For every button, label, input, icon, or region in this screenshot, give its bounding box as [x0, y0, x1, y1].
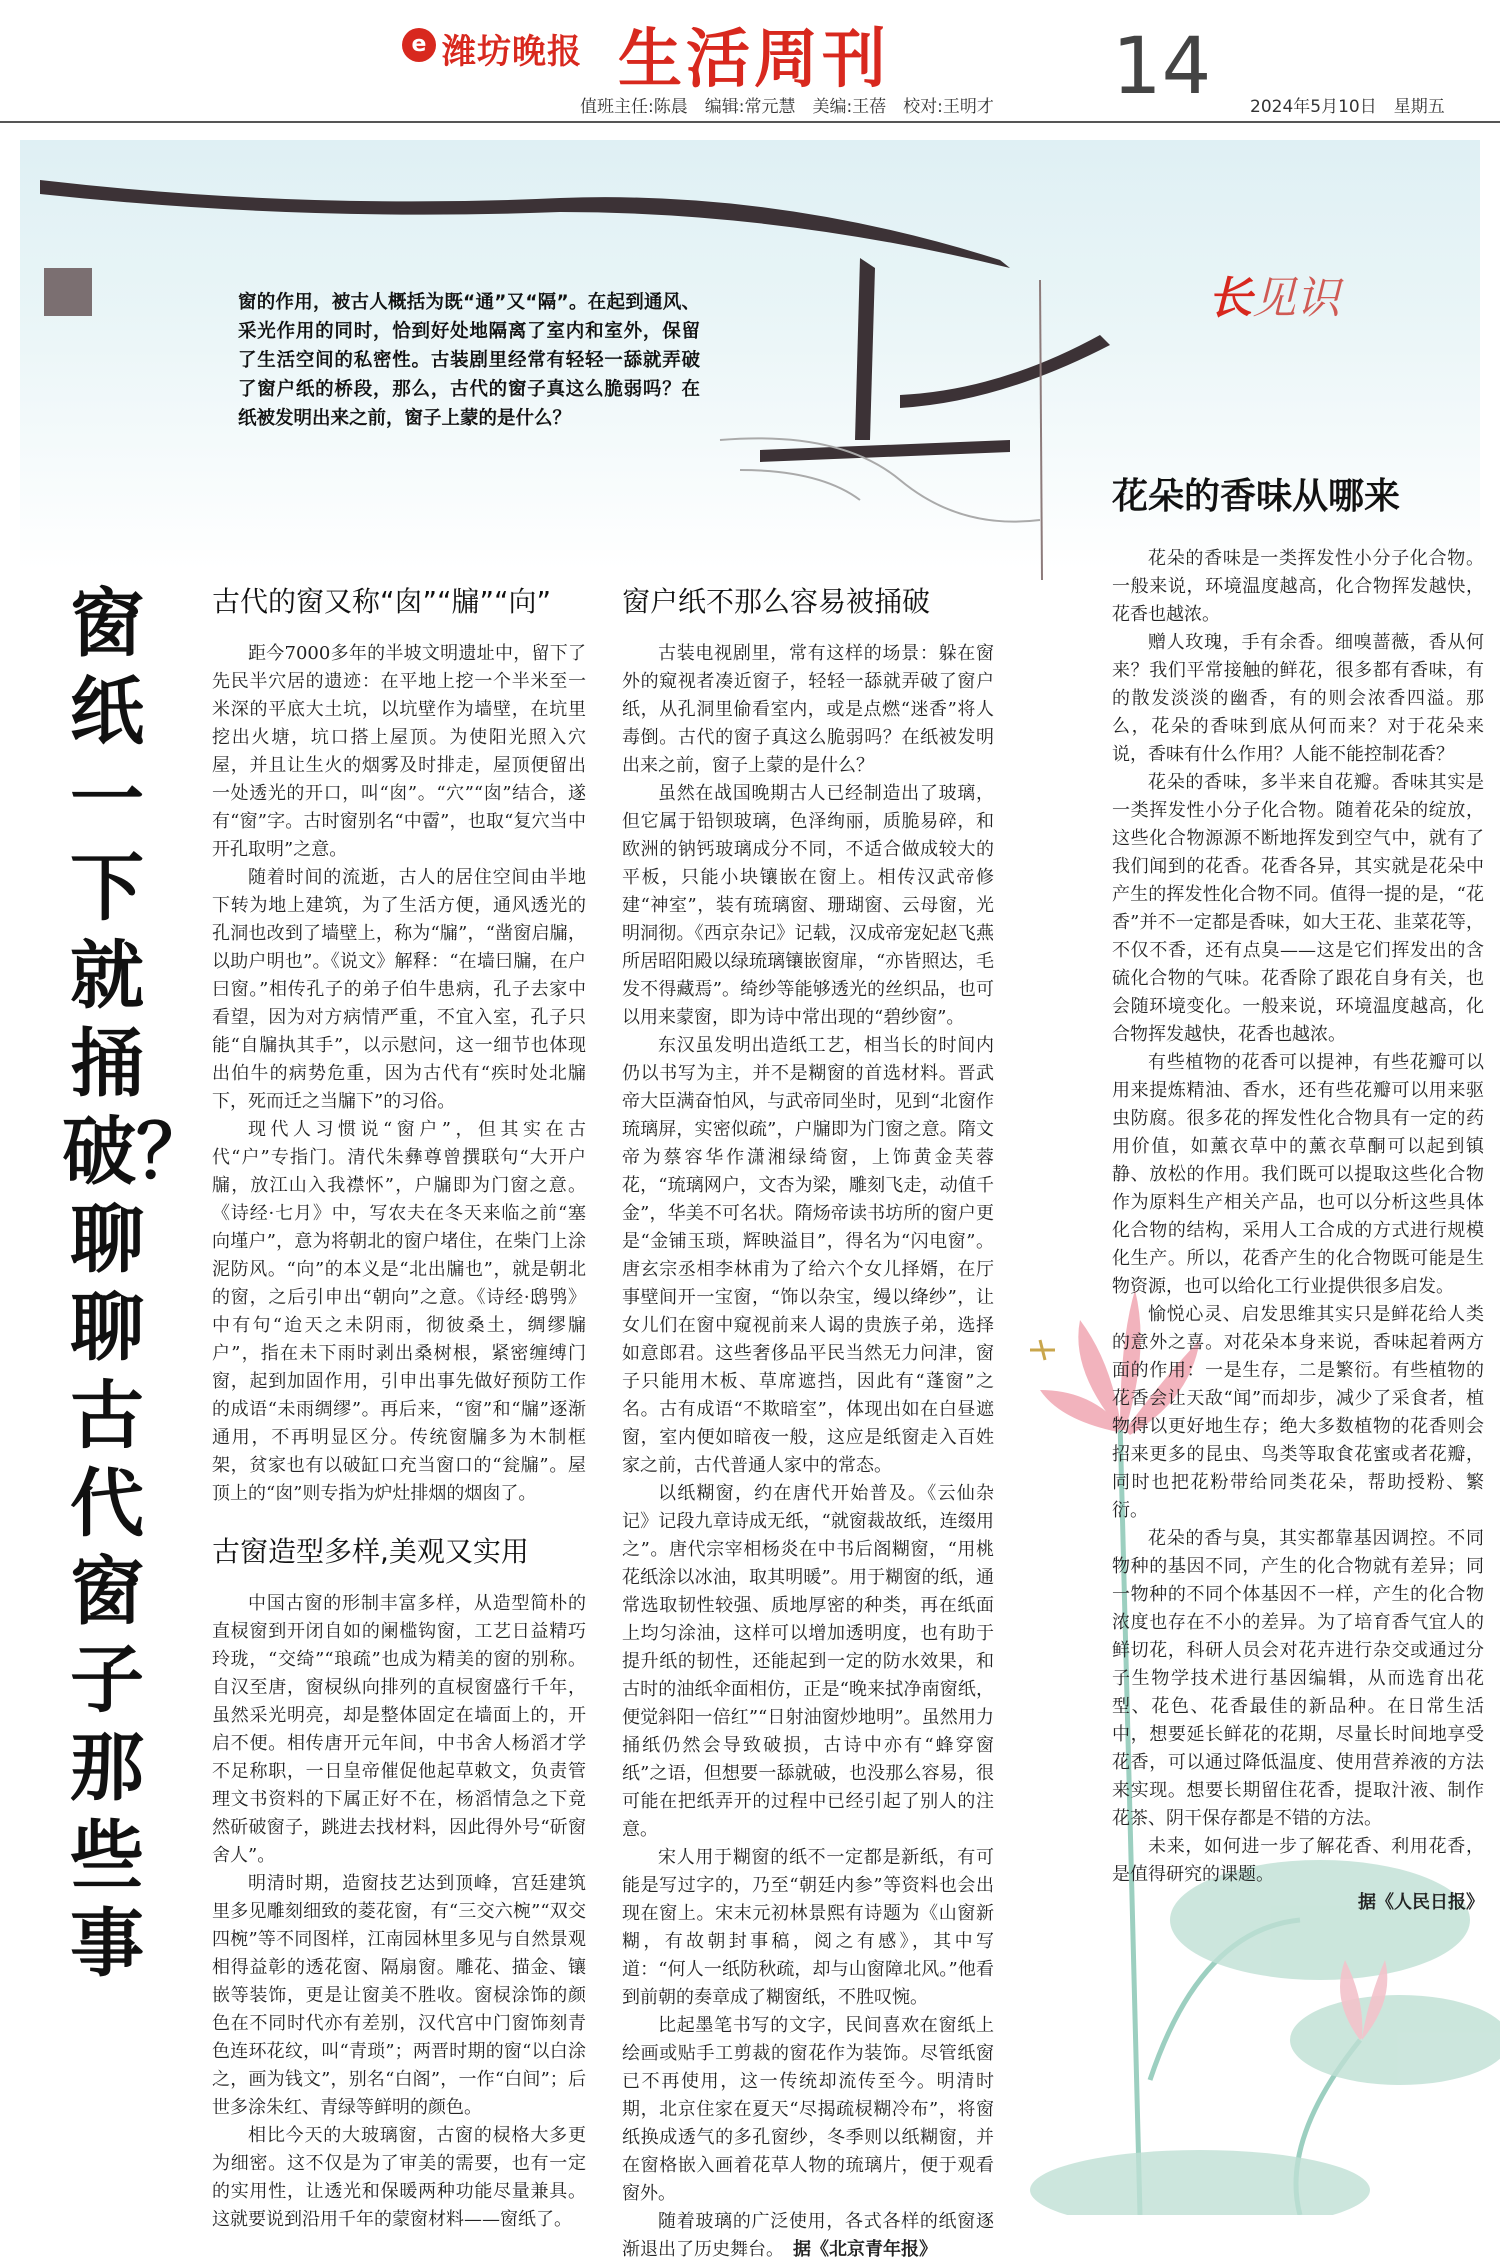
- lotus-leaf-3: [1030, 2150, 1370, 2215]
- roof-eave-long: [40, 180, 1010, 268]
- masthead-rule: [0, 121, 1500, 123]
- article2-source-text: 据《人民日报》: [1358, 1892, 1484, 1913]
- paragraph: 以纸糊窗，约在唐代开始普及。《云仙杂记》记段九章诗成无纸，“就窗裁故纸，连缀用之”。唐代宗宰相杨炎在中书后阁糊窗，“用桃花纸涂以冰油，取其明暖”。用于糊窗的纸，通常选取韧性较强、质地厚密的种类，再在纸面上均匀涂油，这样可以增加透明度，也有助于提升纸的韧性，还能起到一定的防水效果，和古时的油纸伞面相仿，正是“晚来拭净南窗纸，便觉斜阳一倍红”“日射油窗炒地明”。虽然用力捅纸仍然会导致破损，古诗中亦有“蜂穿窗纸”之语，但想要一舔就破，也没那么容易，很可能在把纸弄开的过程中已经引起了别人的注意。: [622, 1483, 994, 1840]
- paragraph: 古装电视剧里，常有这样的场景：躲在窗外的窥视者凑近窗子，轻轻一舔就弄破了窗户纸，从孔洞里偷看室内，或是点燃“迷香”将人毒倒。古代的窗子真这么脆弱吗？在纸被发明出来之前，窗子上蒙的是什么？: [622, 643, 994, 776]
- paragraph: 未来，如何进一步了解花香、利用花香，是值得研究的课题。: [1112, 1836, 1484, 1885]
- paragraph: 现代人习惯说“窗户”，但其实在古代“户”专指门。清代朱彝尊曾撰联句“大开户牖，放江山入我襟怀”，户牖即为门窗之意。《诗经·七月》中，写农夫在冬天来临之前“塞向墐户”，意为将朝北的窗户堵住，在柴门上涂泥防风。“向”的本义是“北出牖也”，就是朝北的窗，之后引申出“朝向”之意。《诗经·鸱鸮》中有句“迨天之未阴雨，彻彼桑土，绸缪牖户”，指在未下雨时剥出桑树根，紧密缠缚门窗，起到加固作用，引申出事先做好预防工作的成语“未雨绸缪”。再后来，“窗”和“牖”逐渐通用，不再明显区分。传统窗牖多为木制框架，贫家也有以破缸口充当窗口的“瓮牖”。屋顶上的“囱”则专指为炉灶排烟的烟囱了。: [212, 1119, 586, 1504]
- paragraph: 随着时间的流逝，古人的居住空间由半地下转为地上建筑，为了生活方便，通风透光的孔洞也改到了墙壁上，称为“牖”，“凿窗启牖，以助户明也”。《说文》解释：“在墙曰牖，在户曰窗。”相传孔子的弟子伯牛患病，孔子去家中看望，因为对方病情严重，不宜入室，孔子只能“自牖执其手”，以示慰问，这一细节也体现出伯牛的病势危重，因为古代有“疾时处北牖下，死而迁之当牖下”的习俗。: [212, 867, 586, 1112]
- article2-source: [1112, 1889, 1484, 1917]
- cloud-curl-2: [740, 470, 860, 500]
- section-name: 生活周刊: [618, 22, 890, 97]
- section-3-body: [622, 640, 994, 2264]
- paragraph: 花朵的香与臭，其实都靠基因调控。不同物种的基因不同，产生的化合物就有差异；同一物种的不同个体基因不一样，产生的化合物浓度也存在不小的差异。为了培育香气宜人的鲜切花，科研人员会对花卉进行杂交或通过分子生物学技术进行基因编辑，从而选育出花型、花色、花香最佳的新品种。在日常生活中，想要延长鲜花的花期，尽量长时间地享受花香，可以通过降低温度、使用营养液的方法来实现。想要长期留住花香，提取汁液、制作花茶、阴干保存都是不错的方法。: [1112, 1528, 1484, 1829]
- paper-name: 潍坊晚报: [442, 32, 582, 72]
- paragraph: 距今7000多年的半坡文明遗址中，留下了先民半穴居的遗迹：在平地上挖一个半米至一米深的平底大土坑，以坑壁作为墙壁，在坑里挖出火塘，坑口搭上屋顶。为使阳光照入穴屋，并且让生火的烟雾及时排走，屋顶便留出一处透光的开口，叫“囱”。“穴”“囱”结合，遂有“窗”字。古时窗别名“中霤”，也取“复穴当中开孔取明”之意。: [212, 643, 586, 860]
- page-number: 14: [1112, 22, 1212, 112]
- masthead: [0, 0, 1500, 120]
- paragraph: 花朵的香味，多半来自花瓣。香味其实是一类挥发性小分子化合物。随着花朵的绽放，这些化合物源源不断地挥发到空气中，就有了我们闻到的花香。花香各异，其实就是花朵中产生的挥发性化合物不同。值得一提的是，“花香”并不一定都是香味，如大王花、韭菜花等，不仅不香，还有点臭——这是它们挥发出的含硫化合物的气味。花香除了跟花自身有关，也会随环境变化。一般来说，环境温度越高，化合物挥发越快，花香也越浓。: [1112, 772, 1484, 1045]
- article1-column-2: [622, 580, 994, 2264]
- main-title: 窗纸一下就捅破？聊聊古代窗子那些事: [62, 581, 210, 1987]
- paragraph: 相比今天的大玻璃窗，古窗的棂格大多更为细密。这不仅是为了审美的需要，也有一定的实用性，让透光和保暖两种功能尽量兼具。这就要说到沿用千年的蒙窗材料——窗纸了。: [212, 2125, 586, 2230]
- paragraph: 明清时期，造窗技艺达到顶峰，宫廷建筑里多见雕刻细致的菱花窗，有“三交六椀”“双交四椀”等不同图样，江南园林里多见与自然景观相得益彰的透花窗、隔扇窗。雕花、描金、镶嵌等装饰，更是让窗美不胜收。窗棂涂饰的颜色在不同时代亦有差别，汉代宫中门窗饰刻青色连环花纹，叫“青琐”；两晋时期的窗“以白涂之，画为钱文”，别名“白阁”，一作“白间”；后世多涂朱红、青绿等鲜明的颜色。: [212, 1873, 586, 2118]
- paragraph: 有些植物的花香可以提神，有些花瓣可以用来提炼精油、香水，还有些花瓣可以用来驱虫防腐。很多花的挥发性化合物具有一定的药用价值，如薰衣草中的薰衣草酮可以起到镇静、放松的作用。我们既可以提取这些化合物作为原料生产相关产品，也可以分析这些具体化合物的结构，采用人工合成的方式进行规模化生产。所以，花香产生的化合物既可能是生物资源，也可以给化工行业提供很多启发。: [1112, 1052, 1484, 1297]
- paragraph: 赠人玫瑰，手有余香。细嗅蔷薇，香从何来？我们平常接触的鲜花，很多都有香味，有的散发淡淡的幽香，有的则会浓香四溢。那么，花朵的香味到底从何而来？对于花朵来说，香味有什么作用？人能不能控制花香？: [1112, 632, 1484, 765]
- roof-post: [855, 258, 875, 440]
- article2-title: 花朵的香味从哪来: [1112, 476, 1401, 517]
- section-heading-1: 古代的窗又称“囱”“牖”“向”: [212, 585, 552, 618]
- lead-paragraph: 窗的作用，被古人概括为既“通”又“隔”。在起到通风、采光作用的同时，恰到好处地隔离了室内和室外，保留了生活空间的私密性。古装剧里经常有轻轻一舔就弄破了窗户纸的桥段，那么，古代的窗子真这么脆弱吗？在纸被发明出来之前，窗子上蒙的是什么？: [238, 292, 700, 429]
- column-badge-sub: 见识: [1252, 273, 1340, 324]
- closing-sentence: 随着玻璃的广泛使用，各式各样的纸窗逐渐退出了历史舞台。: [622, 2211, 994, 2260]
- article2-column: [1112, 468, 1484, 1917]
- lotus-leaf-2: [1290, 1995, 1500, 2085]
- article1-column-1: [212, 580, 586, 2234]
- paragraph: 宋人用于糊窗的纸不一定都是新纸，有可能是写过字的，乃至“朝廷内参”等资料也会出现在窗上。宋末元初林景熙有诗题为《山窗新糊，有故朝封事稿，阅之有感》，其中写道：“何人一纸防秋疏，却与山窗障北风。”他看到前朝的奏章成了糊窗纸，不胜叹惋。: [622, 1847, 994, 2008]
- column-badge: [1208, 262, 1340, 326]
- section-heading-3: 窗户纸不那么容易被捅破: [622, 585, 931, 618]
- paragraph: 虽然在战国晚期古人已经制造出了玻璃，但它属于铅钡玻璃，色泽绚丽，质脆易碎，和欧洲的钠钙玻璃成分不同，不适合做成较大的平板，只能小块镶嵌在窗上。相传汉武帝修建“神室”，装有琉璃窗、珊瑚窗、云母窗，光明洞彻。《西京杂记》记载，汉成帝宠妃赵飞燕所居昭阳殿以绿琉璃镶嵌窗扉，“亦皆照达，毛发不得藏焉”。绮纱等能够透光的丝织品，也可以用来蒙窗，即为诗中常出现的“碧纱窗”。: [622, 783, 994, 1028]
- paragraph: [622, 2208, 994, 2264]
- decorative-square: [44, 268, 92, 316]
- paragraph: 愉悦心灵、启发思维其实只是鲜花给人类的意外之喜。对花朵本身来说，香味起着两方面的作用：一是生存，二是繁衍。有些植物的花香会让天敌“闻”而却步，减少了采食者，植物得以更好地生存；绝大多数植物的花香则会招来更多的昆虫、鸟类等取食花蜜或者花瓣，同时也把花粉带给同类花朵，帮助授粉、繁衍。: [1112, 1304, 1484, 1521]
- date-line: 2024年5月10日 星期五: [1250, 97, 1445, 117]
- thin-pole: [1040, 280, 1042, 580]
- paper-logo-icon: e: [402, 28, 436, 62]
- article2-body: [1112, 545, 1484, 1917]
- section-heading-2: 古窗造型多样,美观又实用: [212, 1535, 529, 1568]
- staff-line: 值班主任:陈晨 编辑:常元慧 美编:王蓓 校对:王明才: [580, 97, 994, 117]
- section-1-body: [212, 640, 586, 1508]
- article1-source: 据《北京青年报》: [793, 2239, 937, 2260]
- column-badge-main: 长: [1208, 273, 1252, 324]
- paragraph: 东汉虽发明出造纸工艺，相当长的时间内仍以书写为主，并不是糊窗的首选材料。晋武帝大臣满奋怕风，与武帝同坐时，见到“北窗作琉璃屏，实密似疏”，户牖即为门窗之意。隋文帝为蔡容华作潇湘绿绮窗，上饰黄金芙蓉花，“琉璃网户，文杏为梁，雕刻飞走，动值千金”，华美不可名状。隋炀帝读书坊所的窗户更是“金铺玉琐，辉映溢目”，得名为“闪电窗”。唐玄宗丞相李林甫为了给六个女儿择婿，在厅事壁间开一宝窗，“饰以杂宝，缦以绛纱”，让女儿们在窗中窥视前来人谒的贵族子弟，选择如意郎君。这些奢侈品平民当然无力问津，窗子只能用木板、草席遮挡，因此有“蓬窗”之名。古有成语“不欺暗室”，体现出如在白昼遮窗，室内便如暗夜一般，这应是纸窗走入百姓家之前，古代普通人家中的常态。: [622, 1035, 994, 1476]
- roof-eave-short: [900, 335, 1110, 408]
- section-2-body: [212, 1590, 586, 2234]
- dragonfly-icon: [1030, 1340, 1055, 1360]
- paragraph: 花朵的香味是一类挥发性小分子化合物。一般来说，环境温度越高，化合物挥发越快，花香也越浓。: [1112, 548, 1484, 625]
- paragraph: 中国古窗的形制丰富多样，从造型简朴的直棂窗到开闭自如的阑槛钩窗，工艺日益精巧玲珑，“交绮”“琅疏”也成为精美的窗的别称。自汉至唐，窗棂纵向排列的直棂窗盛行千年，虽然采光明亮，却是整体固定在墙面上的，开启不便。相传唐开元年间，中书舍人杨滔才学不足称职，一日皇帝催促他起草敕文，负责管理文书资料的下属正好不在，杨滔情急之下竟然斫破窗子，跳进去找材料，因此得外号“斫窗舍人”。: [212, 1593, 586, 1866]
- wall-line: [760, 440, 1010, 462]
- paragraph: 比起墨笔书写的文字，民间喜欢在窗纸上绘画或贴手工剪裁的窗花作为装饰。尽管纸窗已不再使用，这一传统却流传至今。明清时期，北京住家在夏天“尽揭疏棂糊冷布”，将窗纸换成透气的多孔窗纱，冬季则以纸糊窗，并在窗格嵌入画着花草人物的琉璃片，便于观看窗外。: [622, 2015, 994, 2204]
